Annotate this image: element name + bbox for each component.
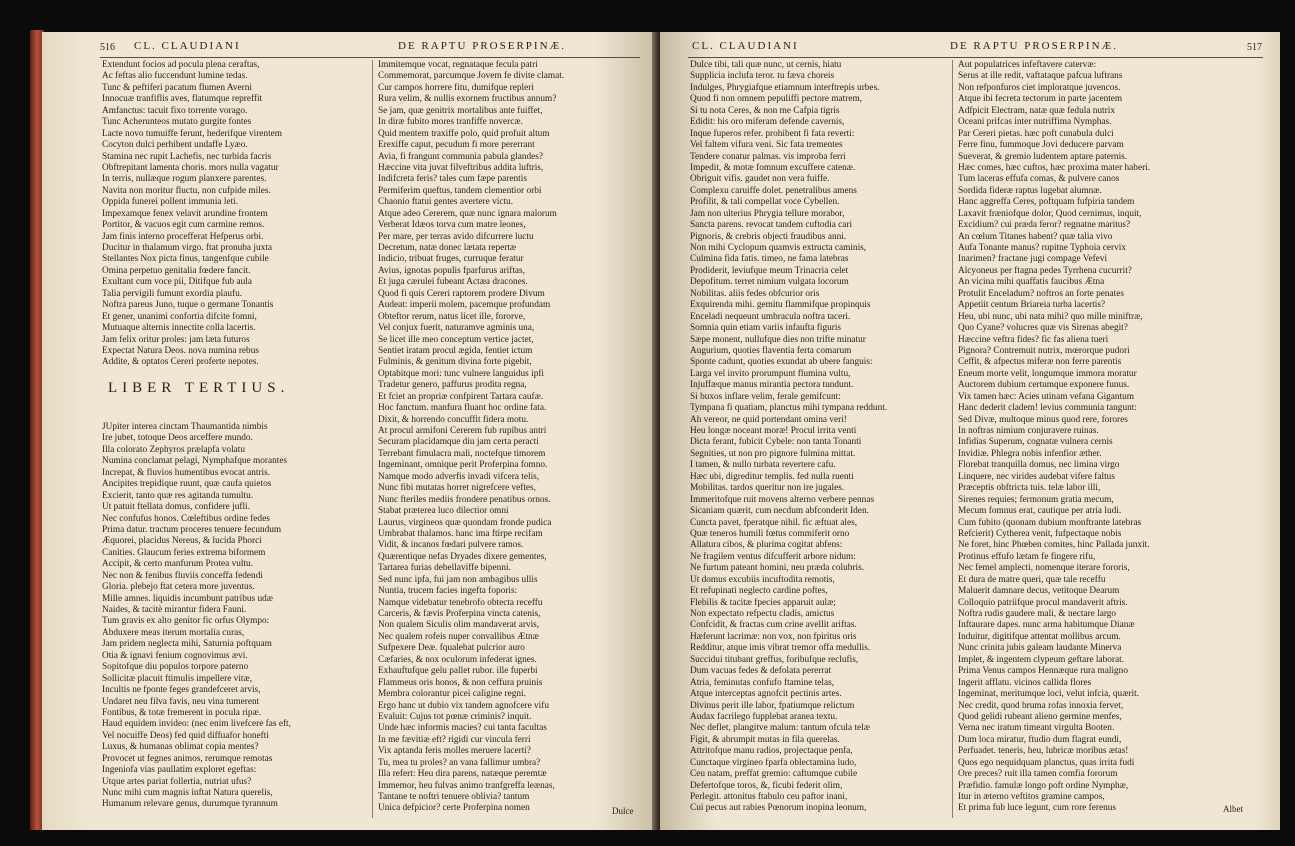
- text-line: Addite, & optatos Cereri proferte nepotes.: [102, 357, 259, 368]
- text-line: Et gener, unanimi confortia difcite fomni,: [102, 311, 257, 322]
- text-line: Ire jubet, totoque Deos arceffere mundo.: [102, 433, 253, 444]
- text-line: Mecum fomnus erat, cautique per atria ludi.: [958, 506, 1122, 517]
- text-line: Exhauftufque gelu pallet rubor. ille fuperbi: [378, 666, 538, 677]
- text-line: Immeritofque ruit movens alterno verbere pennas: [690, 494, 875, 505]
- text-line: Canities. Glaucum feries extrema biformem: [102, 547, 266, 558]
- text-line: Et fciet an propriæ confpirent Tartara caufæ.: [378, 391, 544, 402]
- text-line: Ut patuit ftellata domus, confidere jufli.: [102, 502, 250, 513]
- text-line: Ingerit afflatu. vicinos callida flores: [958, 677, 1092, 688]
- text-line: Cuncta pavet, fperatque nihil. fic æftuat ales,: [690, 517, 858, 528]
- text-line: Supplicia inclufa teror. tu fæva choreis: [690, 71, 835, 82]
- text-line: Indicio, tribuat fruges, curruque feratur: [378, 254, 524, 265]
- text-line: Exultant cum voce pii, Ditifque fub aula: [102, 277, 252, 288]
- text-line: Attritofque manu radios, projectaque penfa,: [690, 746, 853, 757]
- text-line: Oceani prifcas inter nutriffima Nymphas.: [958, 117, 1112, 128]
- text-line: In terris, nullæque rogum planxere parentes.: [102, 174, 267, 185]
- header-rule: [688, 57, 1263, 58]
- text-line: Profilit, & tali compellat voce Cybellen.: [690, 197, 840, 208]
- text-line: Obteftor rerum, natus licet ille, fororve,: [378, 311, 526, 322]
- text-line: Membra colorantur picei caligine regni.: [378, 689, 526, 700]
- text-column-right: [958, 60, 1258, 815]
- text-line: Non mihi Cyclopum quamvis extructa caminis,: [690, 243, 867, 253]
- text-line: Serus at ille redit, vaftataque pafcua luftrans: [958, 71, 1123, 82]
- text-line: Mille amnes. liquidis incumbunt patribus udæ: [102, 593, 273, 604]
- text-line: Undaret neu filva favis, neu vina tumerent: [102, 696, 260, 707]
- text-line: Atque ibi fecreta tectorum in parte jacentem: [958, 94, 1123, 105]
- text-line: Namque modo adverfis invadi vifcera telis,: [378, 471, 540, 482]
- open-book: [30, 10, 1290, 840]
- text-line: Præceptis obftricta tuis. telæ labor illi,: [958, 483, 1101, 494]
- page-number: 516: [100, 42, 115, 53]
- text-line: Jam non ulterius Phrygia tellure morabor,: [690, 208, 845, 219]
- text-line: Quo Cyane? volucres quæ vis Sirenas abegit?: [958, 323, 1128, 334]
- text-line: Auctorem dubium certumque exponere funus.: [958, 380, 1130, 391]
- header-rule: [100, 57, 640, 58]
- text-line: Ut domus excubiis incuftodita remotis,: [690, 574, 835, 585]
- catchword: Albet: [1223, 804, 1243, 814]
- text-line: Nuntia, trucem facies ingefta foporis:: [378, 586, 518, 597]
- text-line: Audax facrilego fupplebat aranea textu.: [690, 711, 838, 722]
- text-line: Ingeminant, omnique perit Proferpina fomno.: [378, 460, 548, 471]
- text-line: Optabitque mori: tunc vulnere languidus ipfi: [378, 368, 545, 379]
- text-line: Succidui titubant greffus, foribufque reclufis,: [690, 654, 859, 665]
- text-line: Perfuadet. teneris, heu, lubricæ moribus ætas!: [958, 746, 1129, 757]
- text-line: Injuffæque manus mirantia pectora tundunt.: [690, 380, 854, 391]
- text-line: Perlegit. attonitus ftabulo ceu paftor inani,: [690, 792, 848, 802]
- text-line: Ac feftas alio fuccendunt lumine tedas.: [102, 71, 248, 82]
- text-line: Oppida funerei pollent immunia leti.: [102, 197, 239, 208]
- text-line: Hoc fanctum. manfura fluant hoc ordine fata.: [378, 403, 547, 414]
- text-line: Laxavit fræniofque dolor, Quod cernimus, inquit,: [958, 208, 1142, 219]
- text-line: Figit, & abrumpit mutas in fila querelas.: [690, 734, 840, 745]
- text-line: Jam finis interno procefferat Hefperus orbi.: [102, 231, 264, 242]
- running-head-left: CL. CLAUDIANI: [134, 40, 241, 52]
- text-line: Se licet ille meo conceptum vertice jactet,: [378, 334, 534, 345]
- text-column-left-bottom: [102, 422, 368, 811]
- running-head-right: DE RAPTU PROSERPINÆ.: [950, 40, 1119, 52]
- text-line: Prima datur. tractum proceres tenuere fecundum: [102, 524, 282, 535]
- catchword: Dulce: [612, 806, 634, 816]
- text-line: Atque adeo Cererem, quæ nunc ignara malorum: [378, 208, 557, 219]
- text-line: Cum fubito (quonam dubium monftrante latebras: [958, 517, 1142, 528]
- text-line: Augurium, quoties flaventia ferta comarum: [690, 345, 852, 356]
- text-line: Terrebant fimulacra mali, noctefque timorem: [378, 448, 546, 459]
- text-line: Nobilitas. aliis fedes obfcurior oris: [690, 288, 820, 299]
- text-line: Portitor, & vacuos egit cum carmine remos.: [102, 220, 265, 231]
- text-line: Luxus, & humanas oblimat copia mentes?: [102, 742, 259, 753]
- text-line: Alcyoneus per ftagna pedes Tyrrhena cucurrit?: [958, 265, 1132, 276]
- text-line: Eneum morte velit, longumque immora moratur: [958, 368, 1137, 379]
- text-line: Sancta parens. revocat tandem cuftodia cari: [690, 220, 853, 231]
- text-column-left: [690, 60, 948, 815]
- text-column-left-top: [102, 60, 368, 369]
- text-line: Quid mentem traxiffe polo, quid profuit altum: [378, 128, 550, 139]
- text-line: Stabat præterea luco dilectior omni: [378, 506, 509, 517]
- text-line: Increpat, & fluvios humentibus evocat antris.: [102, 467, 271, 478]
- text-line: Evaluit: Cujus tot pœnæ criminis? inquit.: [378, 711, 532, 722]
- text-line: Commemorat, parcumque Jovem fe divite clamat.: [378, 71, 565, 82]
- text-line: Amfanctus: tacuit fixo torrente vorago.: [102, 105, 248, 116]
- text-line: Vix tamen hæc: Acies utinam vefana Gigantum: [958, 391, 1135, 402]
- text-line: Naides, & tacitè mirantur fidera Fauni.: [102, 605, 247, 615]
- text-line: Inarimen? fractane jugi compage Vefevi: [958, 254, 1108, 265]
- text-line: Implet, & ingentem clypeum geftare laborat.: [958, 654, 1124, 665]
- text-line: Quod fi non omnem pepuliffi pectore matrem,: [690, 94, 863, 105]
- text-line: Heu, ubi nunc, ubi nata mihi? quo mille miniftræ,: [958, 311, 1143, 322]
- text-line: Obriguit vifis. gaudet non vera fuiffe.: [690, 174, 830, 185]
- text-line: Prodiderit, leviufque meum Trinacria celet: [690, 265, 849, 276]
- text-line: Accipit, & certo manfurum Protea vultu.: [102, 559, 254, 570]
- text-line: Quod fi quis Cereri raptorem prodere Divum: [378, 288, 545, 299]
- text-line: Larga vel invito prorumpunt flumina vultu,: [690, 368, 851, 379]
- text-line: Colloquio patriifque procul mandaverit aftris.: [958, 597, 1128, 608]
- text-line: Verberat Idæos torva cum matre leones,: [378, 220, 526, 231]
- text-line: Tunc & peftiferi pacatum flumen Averni: [102, 82, 253, 93]
- text-line: Ingeniofa vias paullatim exploret egeftas:: [102, 765, 257, 776]
- text-line: Quæ teneros humili fœtus commiferit orno: [690, 528, 850, 539]
- text-line: Sufpexere Deæ. fqualebat pulcrior auro: [378, 643, 525, 654]
- text-line: Immemor, heu fulvas animo tranfgreffa leænas,: [378, 780, 555, 791]
- text-line: Ceffit, & afpectus miferæ non ferre parentis: [958, 357, 1122, 368]
- text-line: Segnities, ut non pro pignore fulmina mittat.: [690, 448, 856, 459]
- text-line: Provocet ut fegnes animos, rerumque remotas: [102, 753, 273, 764]
- text-line: Somnia quin etiam variis infaufta figuris: [690, 323, 842, 334]
- text-line: Æquorei, placidus Nereus, & lucida Phorci: [102, 536, 262, 547]
- text-line: Extendunt focios ad pocula plena ceraftas,: [102, 60, 260, 70]
- text-line: Vel conjux fuerit, naturamve agminis una,: [378, 323, 535, 334]
- text-line: Florebat tranquilla domus, nec limina virgo: [958, 460, 1120, 471]
- text-line: Impedit, & motæ fomnum excuffere catenæ.: [690, 162, 856, 173]
- text-line: Nunc crinita jubis galeam laudante Minerva: [958, 643, 1122, 654]
- text-line: Defertofque toros, &, ficubi federit olim,: [690, 780, 843, 791]
- text-line: Avius, ignotas populis fparfurus ariftas,: [378, 265, 526, 276]
- text-line: Sordida fideræ raptus lugebat alumnæ.: [958, 185, 1102, 196]
- text-line: Culmina fida fatis. timeo, ne fama latebras: [690, 254, 849, 265]
- text-line: In diræ fubito mores tranfiffe novercæ.: [378, 117, 523, 128]
- text-line: Impexamque fenex velavit arundine frontem: [102, 208, 268, 219]
- text-line: Pignoris, & crebris objecti fraudibus anni.: [690, 231, 847, 242]
- text-line: Noftra pareus Juno, tuque o germane Tonantis: [102, 300, 274, 311]
- text-line: Inque fuperos refer. prohibent fi fata reverti:: [690, 128, 855, 139]
- text-line: Nec deflet, plangitve malum: tantum ofcula telæ: [690, 723, 870, 734]
- text-line: Hæccine vita juvat filveftribus addita luftris,: [378, 162, 544, 173]
- text-line: Ah vereor, ne quid portendant omina veri!: [690, 414, 847, 425]
- text-line: Linquere, nec virides audebat vifere faltus: [958, 471, 1115, 482]
- text-line: Atque interceptas agnofcit pectinis artes.: [690, 689, 842, 700]
- text-line: Ne fragilem ventus difcufferit arbore nidum:: [690, 551, 856, 562]
- text-line: Sponte cadunt, quoties exundat ab ubere fanguis:: [690, 357, 873, 368]
- text-line: Nec femel amplecti, nomenque iterare fororis,: [958, 563, 1130, 574]
- text-line: Ne furtum pateant homini, neu præda colubris.: [690, 563, 865, 574]
- text-line: Verna nec iratum timeant virgulta Booten.: [958, 723, 1115, 734]
- text-line: Vel nocuiffe Deos) fed quid diffuafor honefti: [102, 730, 269, 741]
- text-line: Præfidio. famulæ longo poft ordine Nymphæ,: [958, 780, 1129, 791]
- text-line: Jam pridem neglecta mihi, Saturnia poftquam: [102, 639, 272, 650]
- text-line: Omina perpetuo genitalia fœdere fancit.: [102, 265, 251, 276]
- text-line: Et juga cærulei fubeant Actæa dracones.: [378, 277, 528, 288]
- text-line: Expectat Natura Deos. nova numina rebus: [102, 345, 259, 356]
- text-line: Dixit, & horrendo concuffit fidera motu.: [378, 414, 529, 425]
- text-line: Otia & ignavi fenium cognovimus ævi.: [102, 650, 248, 661]
- text-line: Cocyton dulci perhibent undaffe Lyæo.: [102, 140, 248, 151]
- text-line: I tamen, & nullo turbata revertere cafu.: [690, 460, 836, 471]
- text-line: Tympana fi quatiam, planctus mihi tympana reddunt.: [690, 403, 888, 414]
- right-page: [660, 32, 1280, 830]
- text-line: Immitemque vocat, regnataque fecula patri: [378, 60, 538, 70]
- text-line: Innocuæ tranfiflis aves, flatumque repreffit: [102, 94, 263, 105]
- text-line: Carceris, & fævis Proferpina vincta catenis,: [378, 609, 541, 619]
- text-line: Cunctaque virgineo fparfa oblectamina ludo,: [690, 757, 857, 768]
- text-line: Aufa Tonante manus? rupitne Typhoia cervix: [958, 243, 1126, 253]
- text-line: Illa refert: Heu dira parens, natæque peremtæ: [378, 769, 547, 780]
- text-line: Nec confufus honos. Cœleftibus ordine fedes: [102, 513, 270, 524]
- text-line: Sollicitæ placuit ftimulis impellere vitæ,: [102, 673, 253, 684]
- text-line: Ceu natam, preffat gremio: caftumque cubile: [690, 769, 858, 780]
- text-line: Tu, mea tu proles? an vana fallimur umbra?: [378, 757, 541, 768]
- text-line: Mobilitas. tardos queritur non ire jugales.: [690, 483, 845, 494]
- text-line: Navita non moritur fluctu, non cufpide miles.: [102, 185, 271, 196]
- text-line: Nec non & fenibus fluviis conceffa fedendi: [102, 570, 263, 581]
- text-line: Ore preces? ruit illa tamen comfia fororum: [958, 769, 1118, 780]
- text-line: Induitur, digitifque attentat mollibus arcum.: [958, 631, 1121, 642]
- text-line: Dum vacuas fedes & defolata pererrat: [690, 666, 832, 677]
- text-line: Dicta ferant, fubicit Cybele: non tanta Tonanti: [690, 437, 862, 448]
- text-line: Cur campos horrere fitu, dumifque repleri: [378, 82, 534, 93]
- text-line: Cui pecus aut rabies Pœnorum inopina leonum,: [690, 803, 867, 814]
- text-line: Tartarea furias debellaviffe bipenni.: [378, 563, 511, 574]
- text-line: Sed nunc ipfa, fui jam non ambagibus ullis: [378, 574, 538, 585]
- text-line: JUpiter interea cinctam Thaumantida nimbis: [102, 422, 268, 432]
- text-line: Noftra rudis gaudere mali, & nectare largo: [958, 609, 1117, 619]
- text-line: Talia pervigili fumunt exordia plaufu.: [102, 288, 243, 299]
- text-line: Unde hæc informis macies? cui tanta facultas: [378, 723, 547, 734]
- text-line: Indulges, Phrygiafque etiamnum interftrepis urbes.: [690, 82, 880, 93]
- text-line: Se jam, quæ genitrix mortalibus ante fuiffet,: [378, 105, 543, 116]
- text-line: Lacte novo tumuiffe ferunt, hederifque virentem: [102, 128, 283, 139]
- text-line: Si buxos inflare velim, ferale gemifcunt:: [690, 391, 841, 402]
- text-line: Adfpicit Electram, natæ quæ fedula nutrix: [958, 105, 1115, 116]
- text-line: Aut populatrices infeftavere catervæ:: [958, 60, 1097, 70]
- text-line: Pignora? Contremuit nutrix, mœrorque pudori: [958, 345, 1130, 356]
- text-line: Abduxere meas iterum mortalia curas,: [102, 627, 245, 638]
- text-line: Hæferunt lacrimæ: non vox, non fpiritus oris: [690, 631, 857, 642]
- text-line: Avia, fi frangunt communia pabula glandes?: [378, 151, 544, 162]
- text-line: Exquirenda mihi. gemitu flammifque propinquis: [690, 300, 871, 311]
- text-line: Tum gravis ex alto genitor fic orfus Olympo:: [102, 616, 270, 627]
- text-line: Tradetur genero, paffurus prodita regna,: [378, 380, 527, 391]
- text-line: Excidium? cui præda feror? regnatne maritus?: [958, 220, 1131, 231]
- text-line: Stamina nec rupit Lachefis, nec turbida facris: [102, 151, 272, 162]
- column-divider: [372, 60, 373, 818]
- text-line: Prima Venus campos Hennæque rura maligno: [958, 666, 1128, 677]
- text-line: Si tu nota Ceres, & non me Cafpia tigris: [690, 105, 840, 116]
- text-line: Indifcreta feris? tales cum fæpe parentis: [378, 174, 527, 185]
- text-line: Permiferim queftus, tandem clementior orbi: [378, 185, 542, 196]
- text-line: Sed Divæ, multoque minus quod rere, forores: [958, 414, 1128, 425]
- text-line: Illa colorato Zephyros prælapfa volatu: [102, 444, 246, 455]
- text-line: Hæc ubi, digreditur templis. fed nulla ruenti: [690, 471, 854, 482]
- text-line: Flebilis & tacitæ fpecies apparuit aulæ;: [690, 597, 836, 608]
- text-line: Ancipites trepidique ruunt, quæ caufa quietos: [102, 479, 272, 490]
- text-line: At procul armifoni Cererem fub rupibus antri: [378, 426, 547, 436]
- text-line: Chaonio ftatui gentes avertere victu.: [378, 197, 514, 208]
- text-line: Decretum, natæ donec lætata repertæ: [378, 243, 517, 253]
- text-line: Namque videbatur tenebrofo obtecta receffu: [378, 597, 543, 608]
- text-line: Nec qualem rofeis nuper convallibus Ætnæ: [378, 631, 539, 642]
- text-line: Tum laceras effufa comas, & pulvere canos: [958, 174, 1120, 185]
- text-line: Ferre finu, fummoque Jovi deducere parvam: [958, 140, 1124, 151]
- book-heading: LIBER TERTIUS.: [108, 380, 290, 396]
- text-line: Non expectato refpectu cladis, amictus: [690, 609, 835, 619]
- text-line: Protulit Enceladum? noftros an forte penates: [958, 288, 1125, 299]
- text-line: Humanum relevare genus, durumque tyrannum: [102, 799, 278, 810]
- text-line: Ergo hanc ut dubio vix tandem agnofcere vifu: [378, 700, 549, 711]
- text-line: Vix aptanda feris molles meruere lacerti?: [378, 746, 532, 757]
- text-line: Non refponfuros ciet imploratque juvencos.: [958, 82, 1121, 93]
- text-line: Tunc Acherunteos mutato gurgite fontes: [102, 117, 252, 128]
- text-line: Flammeus oris honos, & non ceffura pruinis: [378, 677, 543, 688]
- text-line: Ingeminat, meritumque loci, velut infcia, quærit.: [958, 689, 1139, 700]
- text-line: Non qualem Siculis olim mandaverat arvis,: [378, 620, 540, 631]
- text-line: Hæc comes, hæc cuftos, hæc proxima mater haberi.: [958, 162, 1151, 173]
- text-line: Stellantes Nox picta finus, tangenfque cubile: [102, 254, 269, 265]
- text-line: Heu longæ noceant moræ! Procul irrita venti: [690, 426, 857, 436]
- text-line: Divinus perit ille labor, fpatiumque relictum: [690, 700, 855, 711]
- running-head-right: DE RAPTU PROSERPINÆ.: [398, 40, 567, 52]
- text-line: Itur in æterno veftitos gramine campos,: [958, 792, 1105, 802]
- text-line: Sopitofque diu populos torpore paterno: [102, 662, 249, 673]
- text-line: Depofitum. terret nimium vulgata locorum: [690, 277, 849, 288]
- text-line: Redditur, atque imis vibrat tremor offa medullis.: [690, 643, 871, 654]
- text-line: Complexu caruiffe dolet. penetralibus amens: [690, 185, 857, 196]
- text-line: Protinus effufo lætam fe fingere rifu,: [958, 551, 1096, 562]
- text-line: Numina conclamat pelagi, Nymphafque morantes: [102, 456, 288, 467]
- text-line: Inftaurare dapes. nunc arma habitumque Dianæ: [958, 620, 1135, 631]
- text-line: An vicina mihi quaffatis faucibus Ætna: [958, 277, 1105, 288]
- text-line: Nunc fteriles mediis frondere penatibus ornos.: [378, 494, 551, 505]
- text-line: Excierit, tanto quæ res agitanda tumultu.: [102, 490, 254, 501]
- text-line: In me fævitiæ eft? rigidi cur vincula ferri: [378, 734, 531, 745]
- text-line: Rura velim, & nullis exornem fructibus annum?: [378, 94, 557, 105]
- text-line: Audeat: imperii molem, pacemque profundam: [378, 300, 551, 311]
- text-line: Cæfaries, & nox oculorum infederat ignes.: [378, 654, 537, 665]
- text-line: Laurus, virgineos quæ quondam fronde pudica: [378, 517, 552, 528]
- text-line: Allatura cibos, & plurima cogitat abfens:: [690, 540, 843, 551]
- text-line: Quos ego nequidquam planctus, quas irrita fudi: [958, 757, 1135, 768]
- text-line: An cœlum Titanes habent? quæ talia vivo: [958, 231, 1113, 242]
- text-line: Mutuaque alternis innectite colla lacertis.: [102, 323, 256, 334]
- text-line: Nunc fibi mutatas horret nigrefcere veftes,: [378, 483, 536, 494]
- text-line: Ne foret, hinc Phœben comites, hinc Pallada junxit.: [958, 540, 1150, 551]
- text-line: Unica defpicior? certe Proferpina nomen: [378, 803, 530, 814]
- text-line: Refcierit) Cytherea venit, fufpectaque nobis: [958, 528, 1122, 539]
- text-line: Fulminis, & genitum divina forte pigebit,: [378, 357, 532, 368]
- text-line: Erexiffe caput, pecudum fi more pererrant: [378, 140, 535, 151]
- text-line: Obftrepitant lamenta choris. mors nulla vagatur: [102, 162, 279, 173]
- text-line: Haud equidem invideo: (nec enim livefcere fas eft,: [102, 719, 291, 730]
- text-line: Infidias Superum, cognatæ vulnera cernis: [958, 437, 1113, 448]
- text-line: Sueverat, & gremio ludentem aptare paternis.: [958, 151, 1128, 162]
- text-line: Fontibus, & totæ fremerent in pocula ripæ.: [102, 707, 262, 718]
- text-line: Edidit: his oro miferam defende cavernis,: [690, 117, 845, 128]
- text-line: Appetiit centum Briareia turba lacertis?: [958, 300, 1106, 311]
- text-line: Enceladi nequeunt umbracula noftra taceri.: [690, 311, 851, 322]
- text-line: Hanc dederit cladem! levius communia tangunt:: [958, 403, 1137, 414]
- text-line: Par Cereri pietas. hæc poft cunabula dulci: [958, 128, 1114, 139]
- text-line: Hanc aggreffa Ceres, poftquam fufpiria tandem: [958, 197, 1135, 208]
- text-line: In noftras nimium conjuravere ruinas.: [958, 426, 1099, 436]
- text-line: Maluerit damnare decus, vetitoque Dearum: [958, 586, 1120, 597]
- text-line: Sirenes requies; fermonum gratia mecum,: [958, 494, 1114, 505]
- page-number: 517: [1247, 42, 1262, 53]
- text-line: Confcidit, & fractas cum crine avellit ariftas.: [690, 620, 857, 631]
- text-line: Tantane te noftri tenuere oblivia? tantum: [378, 792, 530, 802]
- text-line: Et dura de matre queri, quæ tale receffu: [958, 574, 1106, 585]
- text-line: Ducitur in thalamum virgo. ftat pronuba juxta: [102, 243, 272, 253]
- text-line: Nec credit, quod bruma rofas innoxia fervet,: [958, 700, 1124, 711]
- text-line: Umbrabat thalamos. hanc ima ftirpe recifam: [378, 528, 543, 539]
- text-line: Dulce tibi, tali quæ nunc, ut cernis, hiatu: [690, 60, 842, 70]
- text-line: Quod gelidi rubeant alieno germine menfes,: [958, 711, 1122, 722]
- text-column-right: [378, 60, 648, 815]
- text-line: Sæpe monent, nullufque dies non trifte minatur: [690, 334, 866, 345]
- text-line: Vidit, & incanos fœdari pulvere ramos.: [378, 540, 524, 551]
- text-line: Incultis ne fponte feges grandefceret arvis,: [102, 685, 261, 696]
- text-line: Et refupinati neglecto cardine poftes,: [690, 586, 828, 597]
- text-line: Dum loca miratur, ftudio dum flagrat eundi,: [958, 734, 1122, 745]
- text-line: Sentiet iratam procul ægida, fentiet ictum: [378, 345, 533, 356]
- text-line: Per mare, per terras avido difcurrere luctu: [378, 231, 534, 242]
- text-line: Tendere conatur palmas. vis improba ferri: [690, 151, 846, 162]
- text-line: Nunc mihi cum magnis inftat Natura querelis,: [102, 788, 273, 798]
- text-line: Invidiæ. Phlegra nobis infenfior æther.: [958, 448, 1102, 459]
- text-line: Et prima fub luce legunt, cum rore ferenus: [958, 803, 1116, 814]
- text-line: Securam placidamque diu jam certa peracti: [378, 437, 539, 448]
- text-line: Sicaniam quærit, cum necdum abfconderit Iden.: [690, 506, 869, 517]
- text-line: Vel faltem vifura veni. Sic fata trementes: [690, 140, 843, 151]
- text-line: Hæccine veftra fides? fic fas aliena tueri: [958, 334, 1109, 345]
- column-divider: [952, 60, 953, 818]
- text-line: Jam felix oritur proles: jam læta futuros: [102, 334, 250, 345]
- text-line: Quærentique nefas Dryades dixere gementes,: [378, 551, 547, 562]
- text-line: Atria, feminutas confufo ftamine telas,: [690, 677, 835, 688]
- text-line: Gloria. plebejo ftat cetera more juventus.: [102, 582, 255, 593]
- text-line: Utque artes pariat follertia, nutriat ufus?: [102, 776, 252, 787]
- running-head-left: CL. CLAUDIANI: [692, 40, 799, 52]
- left-page: [42, 32, 657, 830]
